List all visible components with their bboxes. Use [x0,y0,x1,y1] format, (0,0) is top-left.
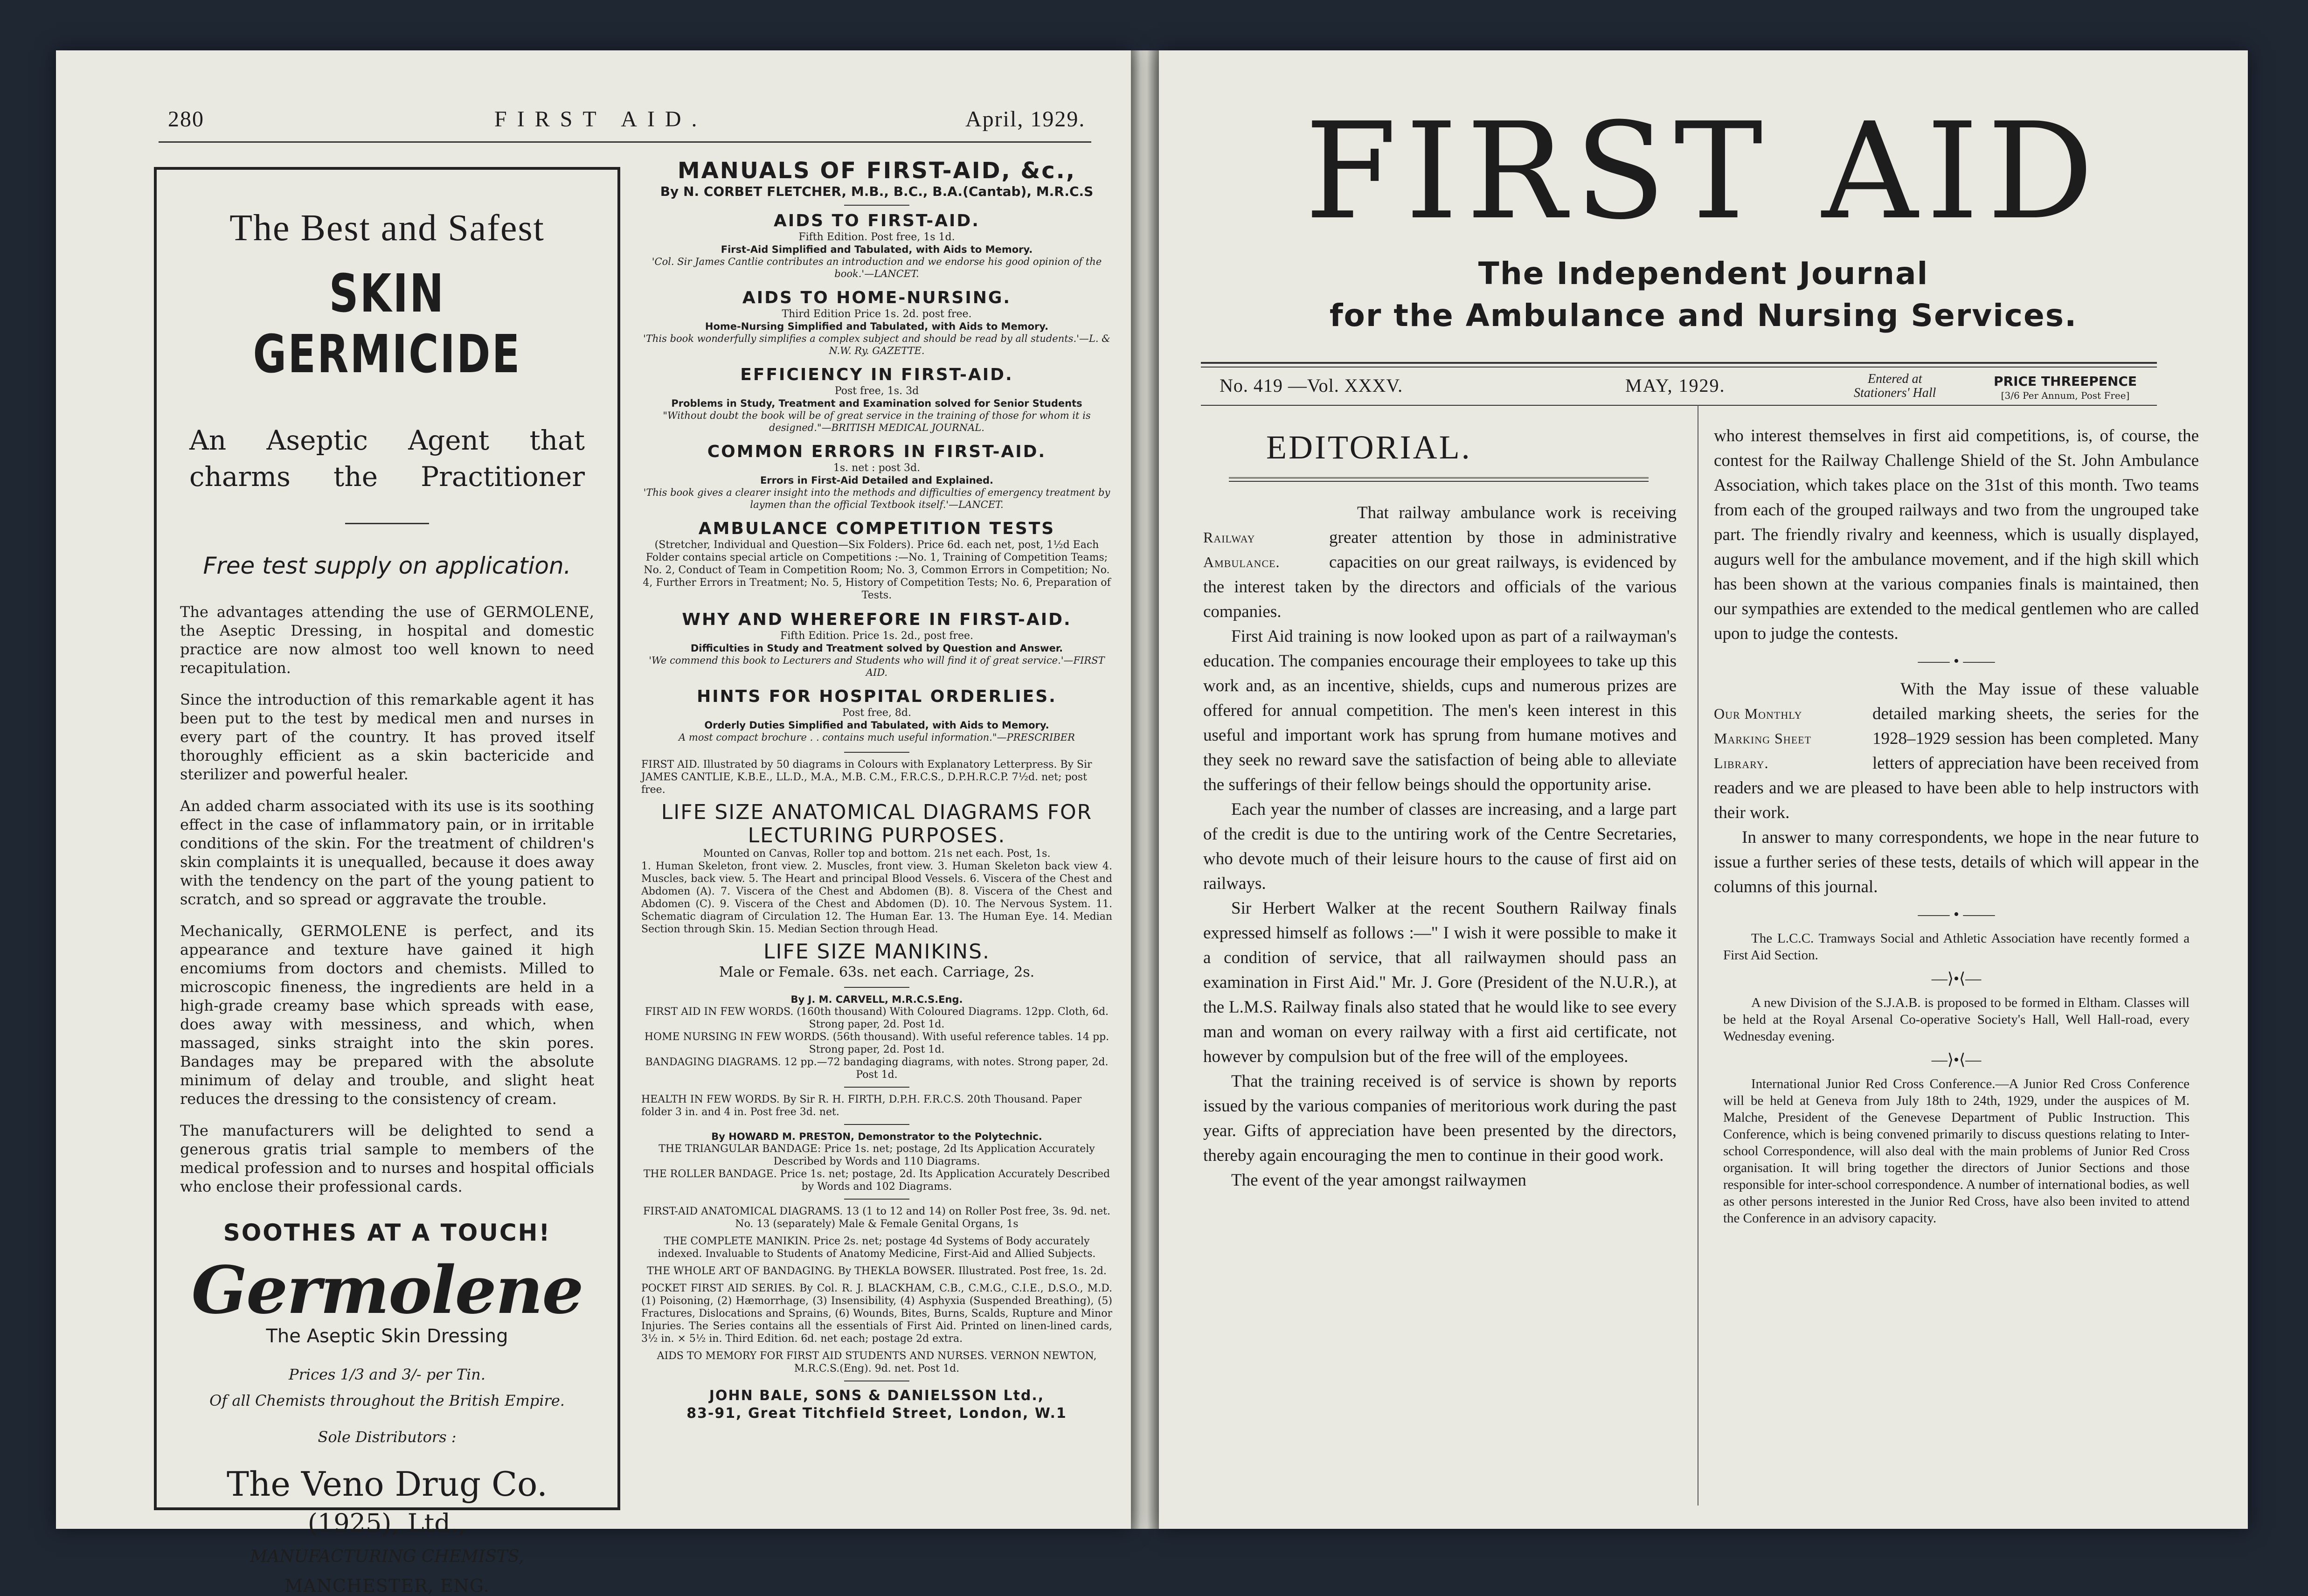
preston-book: THE ROLLER BANDAGE. Price 1s. net; postage, 2d. Its Application Accurately Described by Words and 102 Diagrams. [643,1168,1110,1193]
book-entry [641,442,1112,511]
news-item: A new Division of the S.J.A.B. is proposed to be formed in Eltham. Classes will be held at the Royal Arsenal Co-operative Society's Hall, Well Hall-road, every Wednesday evening. [1723,995,2190,1044]
running-masthead: FIRST AID. [494,107,707,132]
advert-tagline-1: An Aseptic Agent that [189,424,585,456]
manuals-rule [844,1087,909,1088]
sidehead-line: Ambulance. [1203,554,1280,570]
header-rule [159,141,1091,143]
sidehead-line: Railway [1203,529,1255,546]
sidehead-line: Marking Sheet [1714,730,1812,747]
masthead-rule [1201,362,2157,364]
book-price: (Stretcher, Individual and Question—Six Folders). Price 6d. each net, post, 1½d Each Folder contains special article on Competitions :—No. 1, Training of Competition Teams; No. 2, Conduct of Team in Competition Room; No. 3, Common Errors in Competition; No. 4, Further Errors in Treatment; No. 5, History of Competition Tests; No. 6, Preparation of Tests. [643,539,1111,601]
editorial-paragraph: Sir Herbert Walker at the recent Southern Railway finals expressed himself as follows :—" I wish it were possible to make it a condition of service, that all railwaymen should pass an examination in First Aid." Mr. J. Gore (President of the N.U.R.), at the L.M.S. Railway finals also stated that he would like to see every man and woman on every railway with a first aid certificate, not however by compulsion but of the free will of the employees. [1203,899,1677,1066]
germolene-logo: Germolene [191,1252,583,1329]
book-description: Orderly Duties Simplified and Tabulated, with Aids to Memory. [704,720,1049,731]
book-entry [641,610,1112,679]
diagrams-mount: Mounted on Canvas, Roller top and bottom. 21s net each. Post, 1s. [703,848,1051,860]
manikins-title: LIFE SIZE MANIKINS. [763,940,991,964]
diagrams-list: 1. Human Skeleton, front view. 2. Muscles, front view. 3. Human Skeleton back view 4. Muscles, back view. 5. The Heart and principal Blood Vessels. 6. Viscera of the Chest and Abdomen (A). 7. Viscera of the Chest and Abdomen (B). 8. Viscera of the Chest and Abdomen (C). 9. Viscera of the Chest and Abdomen (D). 10. The Nervous System. 11. Schematic diagram of Circulation 12. The Human Ear. 13. The Human Eye. 14. Median Section through Skin. 15. Median Section through Head. [641,860,1112,935]
advert-brand-subtitle: The Aseptic Skin Dressing [266,1325,508,1347]
editorial-rule [1229,477,1649,482]
publisher-name: JOHN BALE, SONS & DANIELSSON Ltd., [709,1388,1045,1404]
page-number: 280 [168,107,204,132]
book-title: COMMON ERRORS IN FIRST-AID. [707,442,1047,461]
sidehead [1203,500,1329,575]
germolene-advert [154,167,620,1596]
price-box [1994,375,2137,402]
preston-author: By HOWARD M. PRESTON, Demonstrator to the Polytechnic. [711,1131,1042,1142]
book-entry [641,211,1112,280]
price: PRICE THREEPENCE [1994,374,2137,389]
journal-masthead: FIRST AID [1304,94,2102,249]
journal-subtitle-1: The Independent Journal [1478,256,1929,291]
issue-number: No. 419 —Vol. XXXV. [1220,375,1403,396]
book-review: A most compact brochure . . contains much useful information."—PRESCRIBER [679,732,1075,743]
book-description: Problems in Study, Treatment and Examination solved for Senior Students [671,398,1082,409]
advert-prices: Prices 1/3 and 3/- per Tin. [289,1366,485,1383]
editorial-column-2 [1714,423,2199,1227]
editorial-paragraph: That the training received is of service is shown by reports issued by the various companies of meritorious work during the past year. Gifts of appreciation have been presented by the directors, thereby again encouraging the men to continue in their good work. [1203,1072,1677,1165]
editorial-title: EDITORIAL. [1266,429,1472,466]
book-review: 'This book gives a clearer insight into the methods and difficulties of emergency treatment by laymen than the official Textbook itself.'—LANCET. [643,487,1110,510]
manuals-rule [844,1199,909,1200]
manikins-price: Male or Female. 63s. net each. Carriage, 2s. [719,964,1035,980]
carvell-book: FIRST AID IN FEW WORDS. (160th thousand) With Coloured Diagrams. 12pp. Cloth, 6d. Strong paper, 2d. Post 1d. [645,1006,1109,1030]
advert-paragraph: The advantages attending the use of GERMOLENE, the Aseptic Dressing, in hospital and domestic practice are now almost too well known to need recapitulation. [180,603,594,677]
editorial-paragraph: The event of the year amongst railwaymen [1231,1171,1526,1190]
book-title: AMBULANCE COMPETITION TESTS [698,519,1055,538]
book-description: Difficulties in Study and Treatment solved by Question and Answer. [690,643,1063,654]
running-date: April, 1929. [965,107,1086,132]
entered-line-1: Entered at [1867,372,1922,386]
book-title: AIDS TO HOME-NURSING. [742,288,1012,307]
editorial-paragraph: who interest themselves in first aid competitions, is, of course, the contest for the Railway Challenge Shield of the St. John Ambulance Association, which takes place on the 31st of this month. Two teams from each of the grouped railways and two from the ungrouped take part. The friendly rivalry and keenness, which is usually displayed, augurs well for the ambulance movement, and if the high skill which has been shown at the various companies finals is maintained, then our sympathies are extended to the medical gentlemen who are called upon to judge the contests. [1714,426,2199,643]
manuals-rule [844,752,909,753]
advert-company-ltd: (1925), Ltd., [307,1508,467,1538]
carvell-book: HOME NURSING IN FEW WORDS. (56th thousand). With useful reference tables. 14 pp. Strong paper, 2d. Post 1d. [644,1031,1109,1055]
book-review: "Without doubt the book will be of great service in the training of those for whom it is designed."—BRITISH MEDICAL JOURNAL. [663,410,1091,433]
left-page [56,50,1131,1596]
manuals-listing [641,158,1112,1510]
book-title: WHY AND WHEREFORE IN FIRST-AID. [682,610,1072,629]
book-price: Third Edition Price 1s. 2d. post free. [782,308,972,320]
book-title: HINTS FOR HOSPITAL ORDERLIES. [697,687,1057,706]
editorial-paragraph: Each year the number of classes are increasing, and a large part of the credit is due to the untiring work of the Centre Secretaries, who devote much of their leisure hours to the cause of first aid on railways. [1203,800,1677,893]
anatomical-diagrams: FIRST-AID ANATOMICAL DIAGRAMS. 13 (1 to 12 and 14) on Roller Post free, 3s. 9d. net. No. 13 (separately) Male & Female Genital Organs, 1s [643,1206,1110,1230]
advert-city: MANCHESTER, ENG. [284,1575,490,1596]
sidehead-line: Library. [1714,755,1769,771]
ornament-divider: —— • —— [1918,652,1995,670]
editorial-paragraph: In answer to many correspondents, we hope in the near future to issue a further series of these tests, details of which will appear in the columns of this journal. [1714,828,2199,896]
bandaging-book: THE WHOLE ART OF BANDAGING. By THEKLA BOWSER. Illustrated. Post free, 1s. 2d. [647,1265,1107,1277]
advert-paragraph: Mechanically, GERMOLENE is perfect, and its appearance and texture have gained it high encomiums from doctors and chemists. Milled to microscopic fineness, the ingredients are held in a high-grade creamy base which spreads with ease, does away with messiness, and which, when massaged, sinks straight into the skin pores. Bandages may be prepared with the absolute minimum of delay and trouble, and slight heat reduces the dressing to the consistency of cream. [180,922,594,1108]
first-aid-diagrams: FIRST AID. Illustrated by 50 diagrams in Colours with Explanatory Letterpress. By Sir JAMES CANTLIE, K.B.E., LL.D., M.A., M.B. C.M., F.R.C.S., D.P.H.R.C.P. 7½d. net; post free. [641,759,1092,796]
editorial-paragraph: First Aid training is now looked upon as part of a railwayman's education. The companies encourage their employees to take up this work and, as an incentive, shields, cups and numerous prizes are offered for annual competition. The men's keen interest in this useful and important work has sprung from humane motives and they seek no reward save the satisfaction of being able to alleviate the sufferings of their fellow beings should the opportunity arise. [1203,627,1677,794]
pocket-series: POCKET FIRST AID SERIES. By Col. R. J. BLACKHAM, C.B., C.M.G., C.I.E., D.S.O., M.D. (1) Poisoning, (2) Hæmorrhage, (3) Insensibility, (4) Asphyxia (Suspended Breathing), (5) Fractures, Dislocations and Sprains, (6) Wounds, Bites, Burns, Scalds, Rupture and Minor Injuries. The Series contains all the essentials of First Aid. Printed on linen-lined cards, 3½ in. × 5½ in. Third Edition. 6d. net each; postage 2d extra. [641,1283,1112,1345]
editorial-column-1 [1203,500,1677,1193]
manuals-author: By N. CORBET FLETCHER, M.B., B.C., B.A.(Cantab), M.R.C.S [660,184,1094,199]
book-price: Post free, 8d. [842,707,912,719]
book-entry [641,687,1112,743]
advert-paragraph: The manufacturers will be delighted to send a generous gratis trial sample to members of the medical profession and to nurses and hospital officials who enclose their professional cards. [180,1122,594,1195]
memory-book: AIDS TO MEMORY FOR FIRST AID STUDENTS AND NURSES. VERNON NEWTON, M.R.C.S.(Eng). 9d. net. Post 1d. [657,1350,1097,1374]
book-title: AIDS TO FIRST-AID. [774,211,980,230]
issue-date: MAY, 1929. [1625,375,1726,396]
masthead-rule [1201,405,2157,406]
manuals-rule [844,1124,909,1125]
book-description: Errors in First-Aid Detailed and Explained. [760,475,994,486]
book-price: 1s. net : post 3d. [833,462,921,474]
advert-paragraph: An added charm associated with its use is its soothing effect in the case of inflammatory pain, or in irritable conditions of the skin. For the treatment of children's skin complaints it is unequalled, because it does away with the tendency on the part of the young patient to scratch, and so spread or aggravate the trouble. [180,797,594,908]
book-gutter [1129,50,1162,1529]
advert-headline-main: SKIN GERMICIDE [253,264,521,385]
book-review: 'Col. Sir James Cantlie contributes an introduction and we endorse his good opinion of the book.'—LANCET. [652,256,1102,279]
book-title: EFFICIENCY IN FIRST-AID. [740,365,1013,384]
sidehead [1714,677,1872,776]
book-entry [641,288,1112,357]
ornament-divider: —⟩•⟨— [1931,970,1982,987]
advert-tagline-2: charms the Practitioner [189,461,585,493]
entered-line-2: Stationers' Hall [1854,386,1936,400]
book-entry [641,519,1112,602]
advert-free-test: Free test supply on application. [203,552,571,579]
manuals-rule [844,987,909,988]
advert-chemists: Of all Chemists throughout the British Empire. [209,1392,565,1409]
diagrams-title: LIFE SIZE ANATOMICAL DIAGRAMS FOR LECTURING PURPOSES. [661,800,1093,847]
book-review: 'This book wonderfully simplifies a complex subject and should be read by all students.'—L. & N.W. Ry. GAZETTE. [643,333,1110,356]
news-item: The L.C.C. Tramways Social and Athletic Association have recently formed a First Aid Section. [1723,931,2190,963]
book-description: First-Aid Simplified and Tabulated, with Aids to Memory. [721,244,1033,255]
advert-company: The Veno Drug Co. [226,1464,548,1504]
book-price: Post free, 1s. 3d [834,385,919,397]
editorial-paragraph: With the May issue of these valuable detailed marking sheets, the series for the 1928–1929 session has been completed. Many letters of appreciation have been received from readers and we are pleased to have been able to help instructors with their work. [1714,680,2199,822]
entered-note [1854,372,1936,400]
right-page [1159,50,2248,1529]
carvell-author: By J. M. CARVELL, M.R.C.S.Eng. [790,994,963,1005]
news-item: International Junior Red Cross Conference.—A Junior Red Cross Conference will be held at Geneva from July 18th to 24th, 1929, under the auspices of M. Malche, President of the Genevese Department of Public Instruction. This Conference, which is being convened primarily to discuss questions relating to Inter-school Correspondence, will also deal with the main problems of Junior Red Cross organisation. It will bring together the directors of Junior Sections and those responsible for inter-school correspondence. A number of international bodies, as well as other persons interested in the Junior Red Cross, have also been invited to attend the Conference in an advisory capacity. [1723,1076,2190,1226]
book-price: Fifth Edition. Price 1s. 2d., post free. [780,630,974,642]
sidehead-line: Our Monthly [1714,705,1802,722]
advert-slogan: SOOTHES AT A TOUCH! [223,1219,551,1246]
advert-manufacturing: MANUFACTURING CHEMISTS, [250,1547,524,1566]
advert-distributors: Sole Distributors : [318,1428,457,1446]
advert-divider [345,523,429,524]
subscription: [3/6 Per Annum, Post Free] [2001,390,2130,401]
book-description: Home-Nursing Simplified and Tabulated, with Aids to Memory. [705,321,1049,332]
book-price: Fifth Edition. Post free, 1s 1d. [798,231,955,243]
ornament-divider: —— • —— [1918,906,1995,923]
health-book: HEALTH IN FEW WORDS. By Sir R. H. FIRTH, D.P.H. F.R.C.S. 20th Thousand. Paper folder 3 in. and 4 in. Post free 3d. net. [641,1094,1082,1118]
complete-manikin: THE COMPLETE MANIKIN. Price 2s. net; postage 4d Systems of Body accurately indexed. Invaluable to Students of Anatomy Medicine, First-Aid and Allied Subjects. [658,1235,1096,1260]
journal-subtitle-2: for the Ambulance and Nursing Services. [1329,298,2078,333]
preston-book: THE TRIANGULAR BANDAGE: Price 1s. net; postage, 2d Its Application Accurately Described by Words and 110 Diagrams. [658,1143,1095,1167]
masthead-rule [1201,367,2157,368]
publisher-address: 83-91, Great Titchfield Street, London, W.1 [686,1405,1067,1422]
advert-paragraph: Since the introduction of this remarkable agent it has been put to the test by medical men and nurses in every part of the country. It has proved itself thoroughly efficient as a skin bactericide and sterilizer and powerful healer. [180,691,594,783]
book-entry [641,365,1112,434]
carvell-book: BANDAGING DIAGRAMS. 12 pp.—72 bandaging diagrams, with notes. Strong paper, 2d. Post 1d. [645,1056,1109,1081]
book-review: 'We commend this book to Lecturers and Students who will find it of great service.'—FIRST AID. [649,655,1105,678]
ornament-divider: —⟩•⟨— [1931,1051,1982,1069]
advert-headline: The Best and Safest [229,208,545,249]
editorial-paragraph: That railway ambulance work is receiving greater attention by those in administrative capacities on our great railways, is evidenced by the interest taken by the directors and officials of the various companies. [1203,503,1677,621]
manuals-title: MANUALS OF FIRST-AID, &c., [677,158,1076,184]
manuals-rule [844,205,909,206]
